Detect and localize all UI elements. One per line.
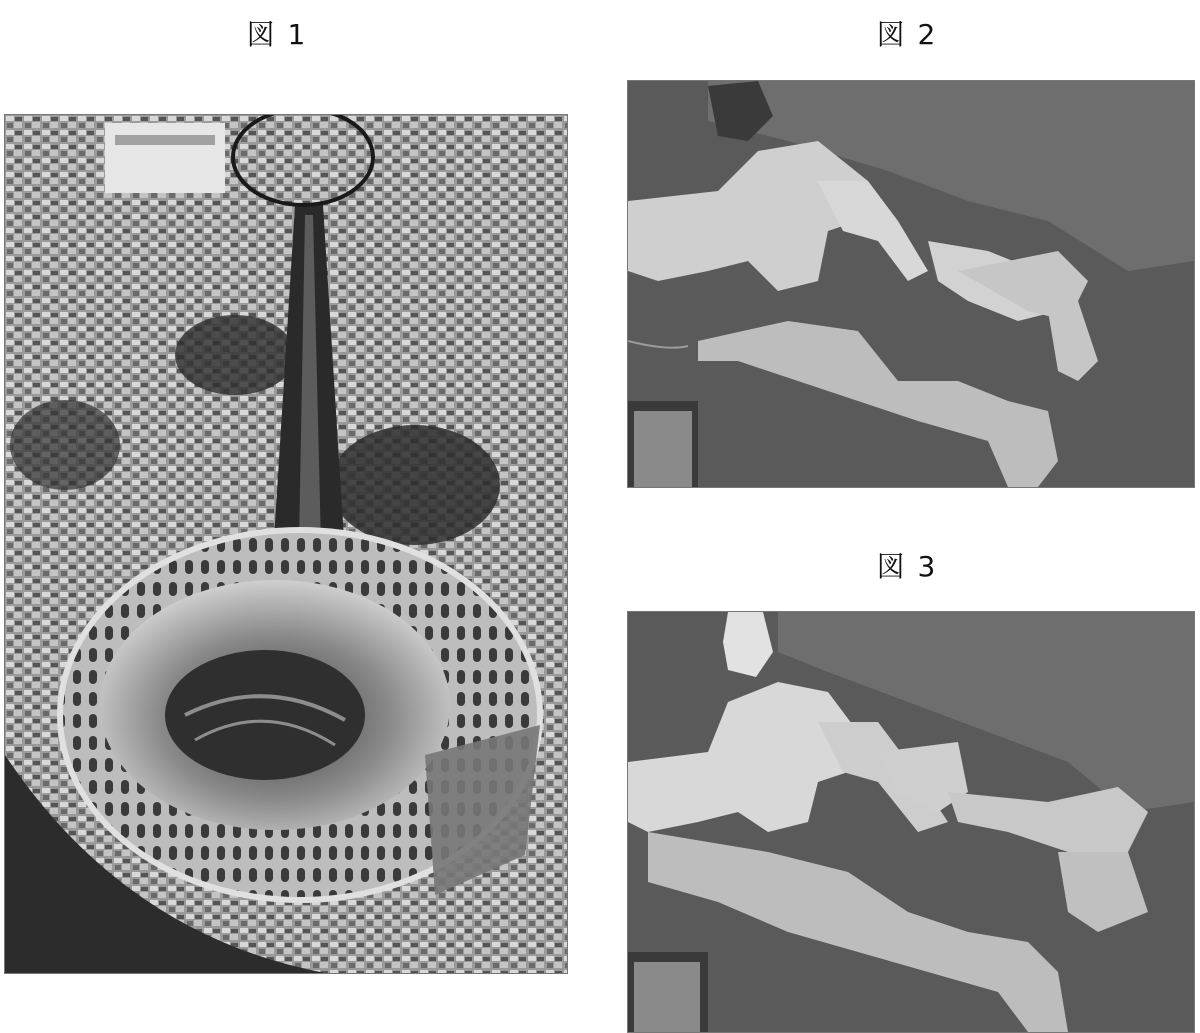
figure-3-map (627, 611, 1195, 1033)
figure-1-caption: 図 1 (246, 18, 308, 51)
tree-cluster (330, 425, 500, 545)
figure-1-photo (4, 114, 568, 974)
tree-cluster (10, 400, 120, 490)
colosseum-aerial-image (5, 115, 567, 973)
map-cartouche (634, 411, 692, 487)
figure-2-map (627, 80, 1195, 488)
figure-3-caption: 図 3 (876, 550, 938, 583)
monument-building (105, 123, 225, 193)
monument-detail (115, 135, 215, 145)
roman-empire-map-image-later (628, 612, 1194, 1032)
roman-empire-map-image (628, 81, 1194, 487)
tree-cluster (175, 315, 295, 395)
figure-2-caption: 図 2 (876, 18, 938, 51)
map-cartouche (634, 962, 700, 1032)
